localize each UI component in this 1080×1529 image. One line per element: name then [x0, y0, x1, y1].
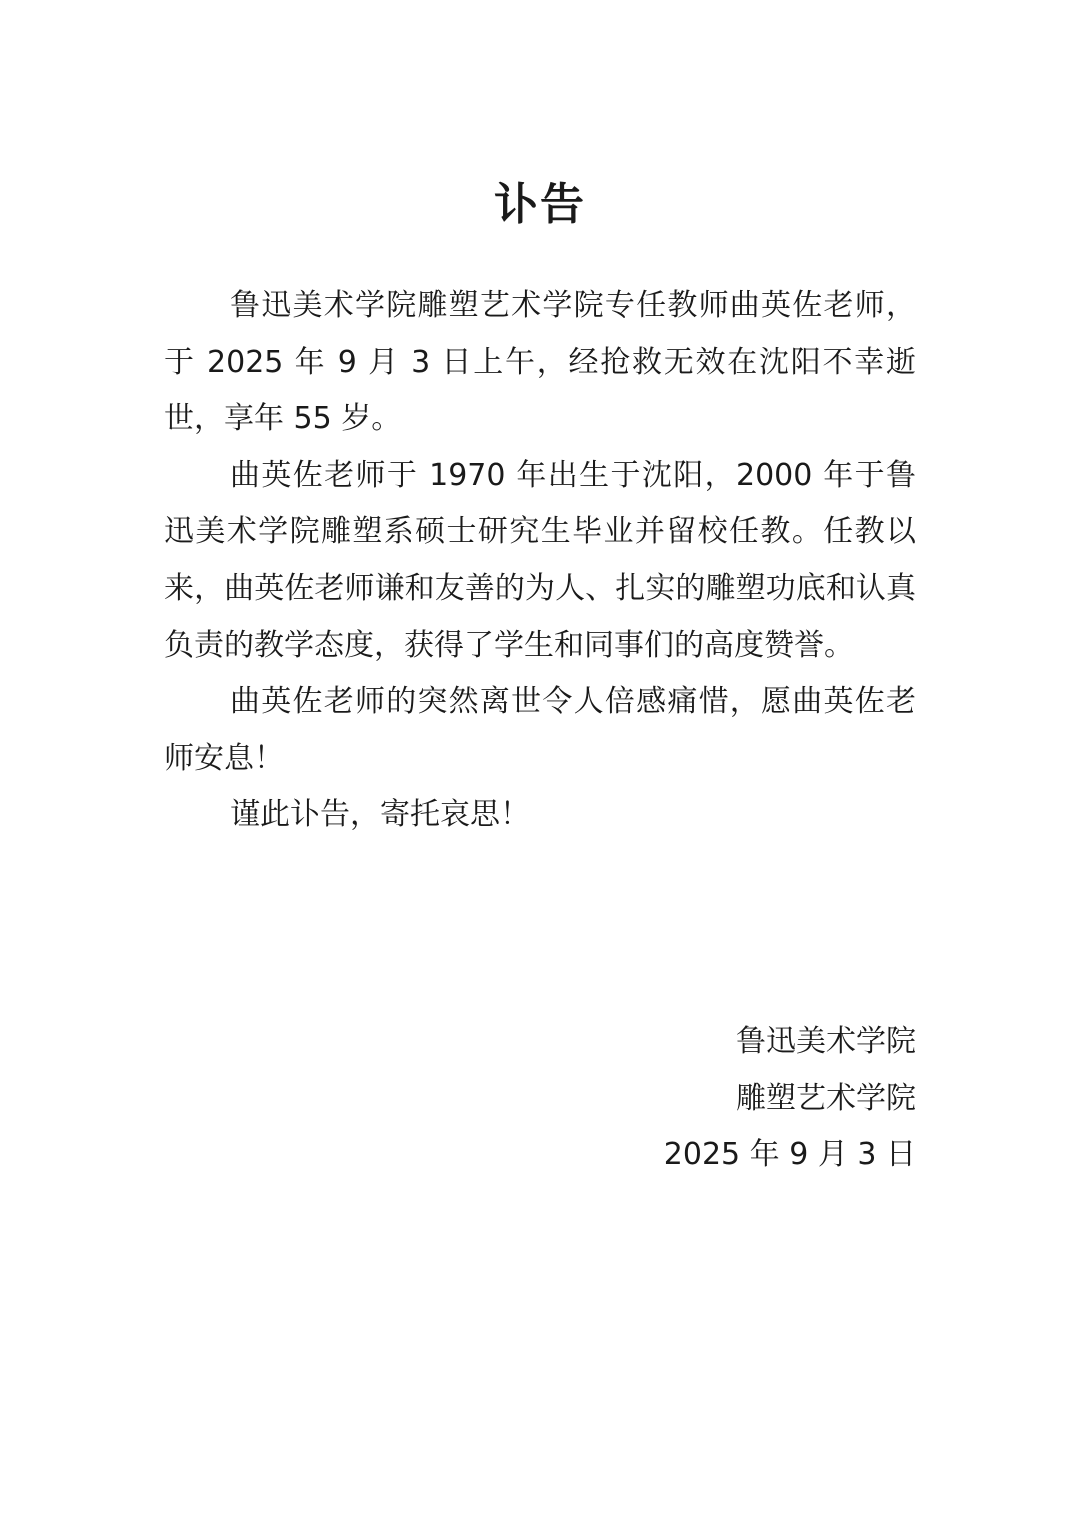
signature-organization: 鲁迅美术学院 — [736, 1024, 916, 1059]
signature-department: 雕塑艺术学院 — [736, 1080, 916, 1116]
signature-block — [560, 1014, 916, 1184]
paragraph-closing: 谨此讣告，寄托哀思！ — [230, 797, 530, 833]
paragraph-condolence: 曲英佐老师的突然离世令人倍感痛惜，愿曲英佐老师安息！ — [164, 684, 916, 776]
paragraph-biography: 曲英佐老师于 1970 年出生于沈阳，2000 年于鲁迅美术学院雕塑系硕士研究生毕业并留校任教。任教以来，曲英佐老师谦和友善的为人、扎实的雕塑功底和认真负责的教学态度，获得了学生和同事们的高度赞誉。 — [164, 457, 916, 663]
signature-date: 2025 年 9 月 3 日 — [663, 1137, 916, 1173]
document-title: 讣告 — [494, 179, 586, 230]
paragraph-announcement: 鲁迅美术学院雕塑艺术学院专任教师曲英佐老师，于 2025 年 9 月 3 日上午，经抢救无效在沈阳不幸逝世，享年 55 岁。 — [164, 288, 916, 437]
document-body — [164, 278, 916, 844]
